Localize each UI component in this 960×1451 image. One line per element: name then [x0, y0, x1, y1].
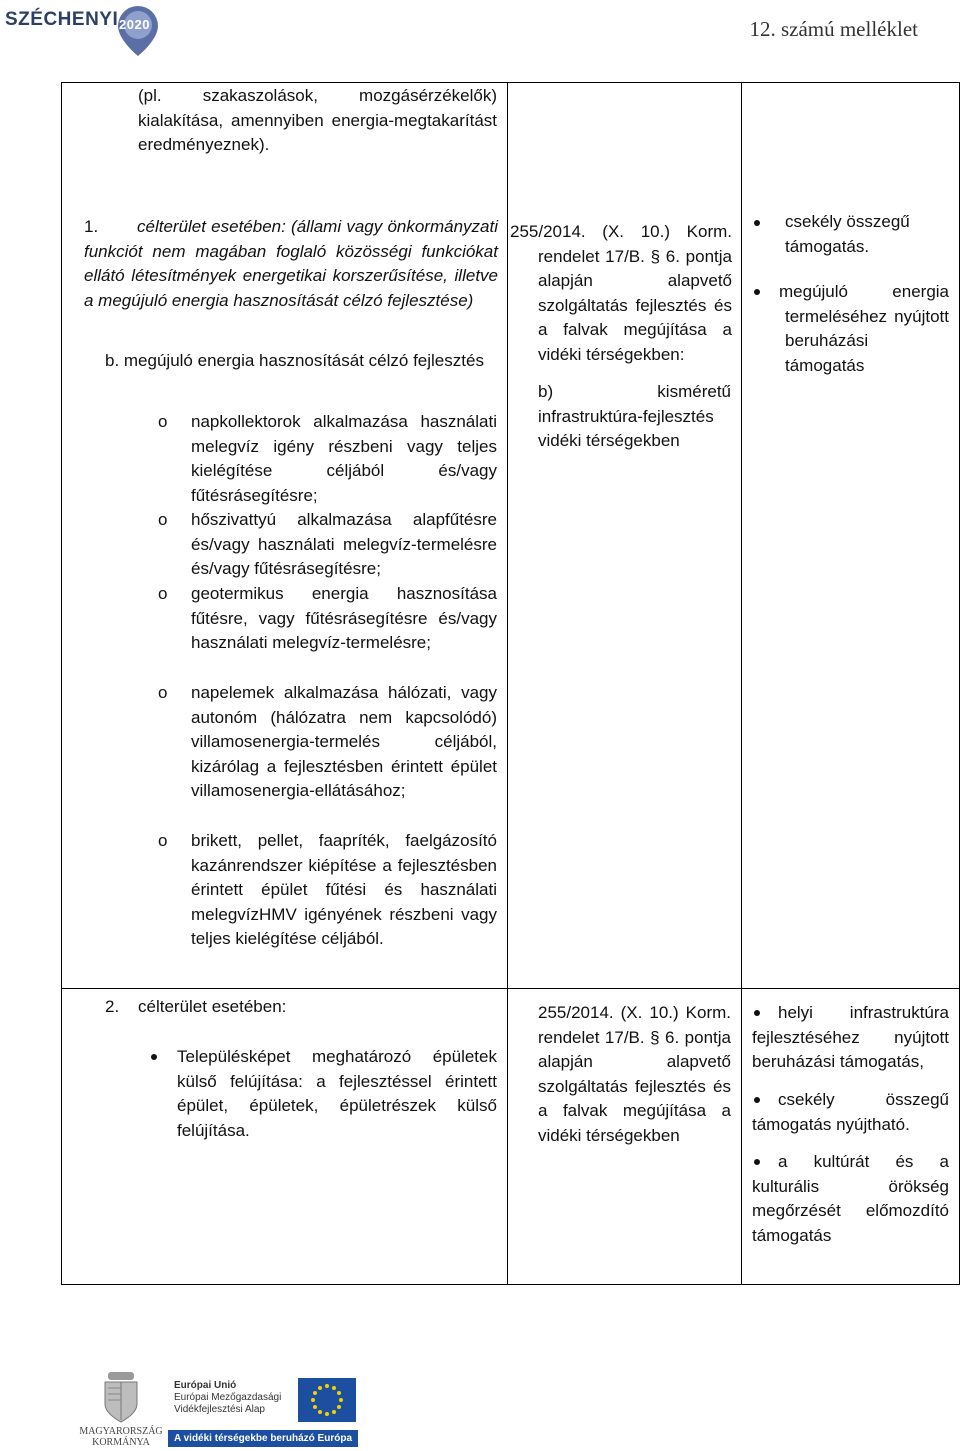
row1-heading-text: célterület esetében: (állami vagy önkormányzati funkciót nem magában foglaló közösségi funkciókat ellátó létesítmények energetikai korszerűsítése, illetve a megújuló energia hasznosítását célzó fejlesztése) [84, 217, 498, 310]
table-top-border [61, 82, 960, 83]
list-marker: o [158, 831, 168, 850]
list-item: geotermikus energia hasznosítása fűtésre, vagy fűtésrásegítésre és/vagy használati melegvíz-termelésre; [191, 584, 497, 653]
bullet-icon [754, 220, 760, 226]
row1-heading-num: 1. [84, 217, 99, 236]
list-marker: o [158, 412, 168, 431]
eu-banner: A vidéki térségekbe beruházó Európa [168, 1430, 358, 1447]
list-marker: o [158, 683, 168, 702]
bullet-icon [151, 1054, 157, 1060]
list-item: napkollektorok alkalmazása használati melegvíz igény részbeni vagy teljes kielégítése céljából és/vagy fűtésrásegítésre; [191, 412, 497, 505]
list-item: hőszivattyú alkalmazása alapfűtésre és/vagy használati melegvíz-termelésre és/vagy fűtésrásegítésre; [191, 510, 497, 579]
row2-col3-bullet: csekély összegű támogatás nyújtható. [752, 1090, 949, 1134]
eu-fund-line-1: Európai Mezőgazdasági [174, 1392, 282, 1403]
crest-text-1: MAGYARORSZÁG [79, 1426, 163, 1437]
logo-year: 2020 [119, 17, 150, 32]
eu-title: Európai Unió [174, 1380, 237, 1391]
bullet-icon [754, 289, 760, 295]
row2-col3-bullet: helyi infrastruktúra fejlesztéséhez nyújtott beruházási támogatás, [752, 1003, 949, 1072]
row1-col3-bullet [779, 280, 949, 378]
annex-title: 12. számú melléklet [749, 17, 918, 41]
list-marker: o [158, 584, 168, 603]
row2-heading-text: célterület esetében: [138, 997, 287, 1016]
table-col-divider-2 [741, 82, 742, 1285]
row1-col3-bullet: csekély összegű támogatás. [785, 212, 910, 256]
eu-flag-icon [298, 1378, 356, 1422]
table-bottom-border [61, 1284, 960, 1285]
crest-text-2: KORMÁNYA [92, 1437, 150, 1448]
row2-col3-bullet: a kultúrát és a kulturális örökség megőrzését előmozdító támogatás [752, 1152, 949, 1245]
row1-heading [84, 215, 498, 313]
row2-col1-bullet: Településképet meghatározó épületek külső felújítása: a fejlesztéssel érintett épület, épületek, épületrészek külső felújítása. [177, 1047, 497, 1140]
table-row-divider [61, 988, 960, 989]
row2-heading-num: 2. [105, 997, 120, 1016]
row2-legal-ref: 255/2014. (X. 10.) Korm. rendelet 17/B. § 6. pontja alapján alapvető szolgáltatás fejlesztés és a falvak megújítása a vidéki térségekben [538, 1003, 731, 1145]
row1-col3-bullet-text: megújuló energia termeléséhez nyújtott beruházási támogatás [779, 282, 949, 375]
eu-eafrd-logo [168, 1378, 360, 1448]
list-item: brikett, pellet, faapríték, faelgázosító kazánrendszer kiépítése a fejlesztésben érintett épület fűtési és használati melegvízHMV igényének részbeni vagy teljes kielégítése céljából. [191, 831, 497, 949]
table-left-border [61, 82, 62, 1285]
eu-fund-line-2: Vidékfejlesztési Alap [174, 1404, 265, 1415]
row1-sub-heading: b. megújuló energia hasznosítását célzó fejlesztés [105, 351, 484, 370]
row0-col1-text: (pl. szakaszolások, mozgásérzékelők) kialakítása, amennyiben energia-megtakarítást eredményeznek). [138, 86, 497, 155]
row1-legal-ref-text: 255/2014. (X. 10.) Korm. rendelet 17/B. § 6. pontja alapján alapvető szolgáltatás fejlesztés és a falvak megújítása a vidéki térségekben: [510, 222, 732, 364]
row1-legal-ref [510, 220, 732, 368]
row1-sub-item: b) kisméretű infrastruktúra-fejlesztés vidéki térségekben [538, 382, 731, 451]
hungarian-government-logo [78, 1370, 164, 1450]
logo-wordmark: SZÉCHENYI [5, 9, 119, 30]
list-marker: o [158, 510, 168, 529]
table-col-divider-1 [507, 82, 508, 1285]
coat-of-arms-icon [78, 1370, 164, 1426]
list-item: napelemek alkalmazása hálózati, vagy autonóm (hálózatra nem kapcsolódó) villamosenergia-termelés céljából, kizárólag a fejlesztésben érintett épület villamosenergia-ellátásához; [191, 683, 497, 801]
